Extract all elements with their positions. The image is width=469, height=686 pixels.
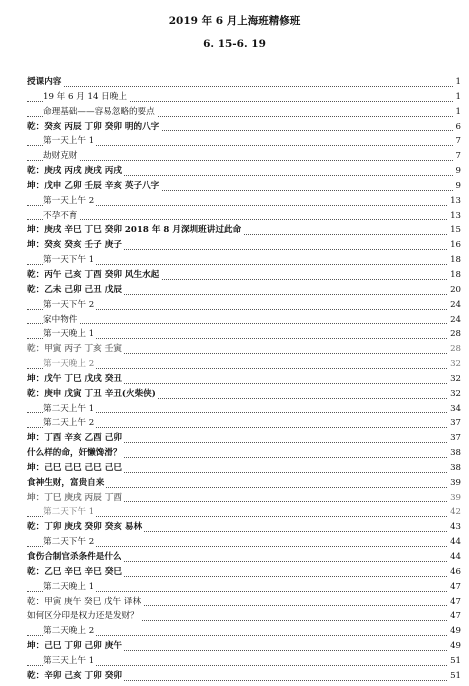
toc-entry-title: 什么样的命，奸懒馋滑？ [27,448,122,459]
toc-entry-title: 食神生财，富贵自来 [27,477,105,488]
toc-entry-title: 第一天晚上 2 [43,359,95,370]
toc-page-number: 13 [448,194,461,209]
toc-entry[interactable] [27,402,461,417]
toc-entry-title: 命理基础——容易忽略的要点 [43,106,155,117]
toc-page-number: 28 [448,342,461,357]
toc-entry-title: 如何区分印是权力还是发财？ [27,611,139,622]
toc-entry-title: 坤：庚戌 辛巳 丁巳 癸卯 2018 年 8 月深圳班讲过此命 [27,225,242,236]
toc-entry-title: 乾：辛卯 己亥 丁卯 癸卯 [27,670,122,681]
toc-entry-title: 第一天上午 1 [43,136,95,147]
toc-entry[interactable] [27,90,461,105]
toc-entry-title: 坤：己巳 己巳 己巳 己巳 [27,462,122,473]
toc-entry[interactable] [27,669,461,684]
toc-entry-title: 第二天上午 2 [43,418,95,429]
toc-entry[interactable] [27,209,461,224]
toc-entry-title: 坤：癸亥 癸亥 壬子 庚子 [27,240,122,251]
toc-entry-title: 第二天晚上 1 [43,581,95,592]
toc-entry[interactable] [27,268,461,283]
toc-entry-title: 第一天晚上 1 [43,329,95,340]
table-of-contents [27,75,461,684]
toc-page-number: 18 [448,253,461,268]
toc-entry[interactable] [27,387,461,402]
toc-entry-title: 家中物件 [43,314,78,325]
toc-entry[interactable] [27,461,461,476]
toc-entry[interactable] [27,313,461,328]
toc-entry-title: 不孕不育 [43,210,78,221]
toc-entry[interactable] [27,327,461,342]
toc-entry-title: 乾：甲寅 庚午 癸巳 戊午 译林 [27,596,142,607]
toc-entry[interactable] [27,505,461,520]
toc-entry[interactable] [27,416,461,431]
toc-page-number: 46 [448,565,461,580]
toc-entry-title: 第三天上午 1 [43,655,95,666]
toc-entry-title: 第二天下午 2 [43,537,95,548]
toc-page-number: 9 [454,179,461,194]
dot-leader [27,323,461,324]
toc-entry-title: 19 年 6 月 14 日晚上 [43,91,127,102]
toc-page-number: 37 [448,416,461,431]
toc-entry[interactable] [27,179,461,194]
page-title: 2019 年 6 月上海班精修班 [168,15,301,27]
toc-page-number: 13 [448,209,461,224]
toc-entry[interactable] [27,580,461,595]
toc-entry[interactable] [27,120,461,135]
toc-page-number: 43 [448,520,461,535]
toc-entry[interactable] [27,283,461,298]
toc-page-number: 18 [448,268,461,283]
toc-page-number: 1 [454,105,461,120]
toc-page-number: 24 [448,298,461,313]
toc-page-number: 51 [448,654,461,669]
toc-entry[interactable] [27,149,461,164]
toc-page-number: 49 [448,639,461,654]
toc-entry-title: 授课内容 [27,77,62,87]
dot-leader [27,160,461,161]
toc-entry[interactable] [27,223,461,238]
toc-entry-title: 第一天下午 1 [43,255,95,266]
dot-leader [27,219,461,220]
toc-page-number: 44 [448,550,461,565]
toc-entry-title: 乾：丙午 己亥 丁酉 癸卯 风生水起 [27,269,160,280]
toc-page-number: 39 [448,491,461,506]
toc-entry-title: 乾：庚申 戊寅 丁丑 辛丑(火柴侠) [27,388,156,399]
toc-page-number: 7 [454,134,461,149]
toc-entry-title: 坤：戊午 丁巳 戊戌 癸丑 [27,373,122,384]
toc-entry-title: 第二天上午 1 [43,403,95,414]
toc-page-number: 1 [454,90,461,105]
toc-page-number: 7 [454,149,461,164]
toc-entry-title: 乾：甲寅 丙子 丁亥 壬寅 [27,344,122,355]
toc-page-number: 32 [448,387,461,402]
toc-entry[interactable] [27,194,461,209]
toc-entry[interactable] [27,357,461,372]
toc-entry-title: 乾：乙巳 辛巳 辛巳 癸巳 [27,566,122,577]
toc-entry[interactable] [27,535,461,550]
toc-entry[interactable] [27,491,461,506]
toc-entry[interactable] [27,595,461,610]
toc-page-number: 37 [448,431,461,446]
toc-page-number: 15 [448,223,461,238]
toc-page-number: 38 [448,461,461,476]
toc-page-number: 16 [448,238,461,253]
toc-page-number: 44 [448,535,461,550]
dot-leader [27,86,461,87]
toc-entry[interactable] [27,75,461,90]
toc-entry[interactable] [27,134,461,149]
toc-entry-title: 坤：丁巳 庚戌 丙辰 丁酉 [27,492,122,503]
toc-page-number: 28 [448,327,461,342]
toc-page-number: 39 [448,476,461,491]
toc-entry[interactable] [27,609,461,624]
toc-entry[interactable] [27,431,461,446]
toc-entry-title: 第一天下午 2 [43,299,95,310]
toc-entry[interactable] [27,105,461,120]
toc-page-number: 42 [448,505,461,520]
toc-page-number: 51 [448,669,461,684]
toc-entry-title: 乾：癸亥 丙辰 丁卯 癸卯 明的八字 [27,121,160,132]
toc-page-number: 20 [448,283,461,298]
toc-entry-title: 食伤合制官杀条件是什么 [27,552,122,562]
toc-entry[interactable] [27,238,461,253]
toc-page-number: 38 [448,446,461,461]
toc-page-number: 49 [448,624,461,639]
toc-entry-title: 乾：乙未 己卯 己丑 戊辰 [27,284,122,295]
toc-entry[interactable] [27,164,461,179]
toc-entry[interactable] [27,550,461,565]
toc-entry[interactable] [27,654,461,669]
toc-entry-title: 乾：庚戌 丙戌 庚戌 丙戌 [27,166,122,177]
toc-entry[interactable] [27,372,461,387]
toc-entry-title: 第一天上午 2 [43,195,95,206]
toc-entry-title: 第二天晚上 2 [43,626,95,637]
toc-page-number: 47 [448,595,461,610]
toc-entry[interactable] [27,298,461,313]
toc-entry[interactable] [27,476,461,491]
toc-entry[interactable] [27,639,461,654]
date-range-subtitle: 6. 15-6. 19 [203,38,266,50]
toc-page-number: 47 [448,580,461,595]
toc-entry[interactable] [27,520,461,535]
toc-entry-title: 坤：己巳 丁卯 己卯 庚午 [27,641,122,652]
toc-entry-title: 坤：丁酉 辛亥 乙酉 己卯 [27,433,122,444]
toc-page-number: 47 [448,609,461,624]
toc-page-number: 24 [448,313,461,328]
toc-page-number: 32 [448,357,461,372]
toc-entry-title: 坤：戊申 乙卯 壬辰 辛亥 英子八字 [27,180,160,191]
toc-entry[interactable] [27,624,461,639]
toc-page-number: 9 [454,164,461,179]
toc-entry[interactable] [27,565,461,580]
toc-page-number: 34 [448,402,461,417]
toc-entry[interactable] [27,253,461,268]
toc-entry-title: 第二天下午 1 [43,507,95,518]
toc-page-number: 1 [454,75,461,90]
toc-page-number: 32 [448,372,461,387]
toc-entry-title: 乾：丁卯 庚戌 癸卯 癸亥 易林 [27,522,143,533]
toc-page-number: 6 [454,120,461,135]
toc-entry[interactable] [27,446,461,461]
toc-entry-title: 劫财克财 [43,151,78,162]
toc-entry[interactable] [27,342,461,357]
